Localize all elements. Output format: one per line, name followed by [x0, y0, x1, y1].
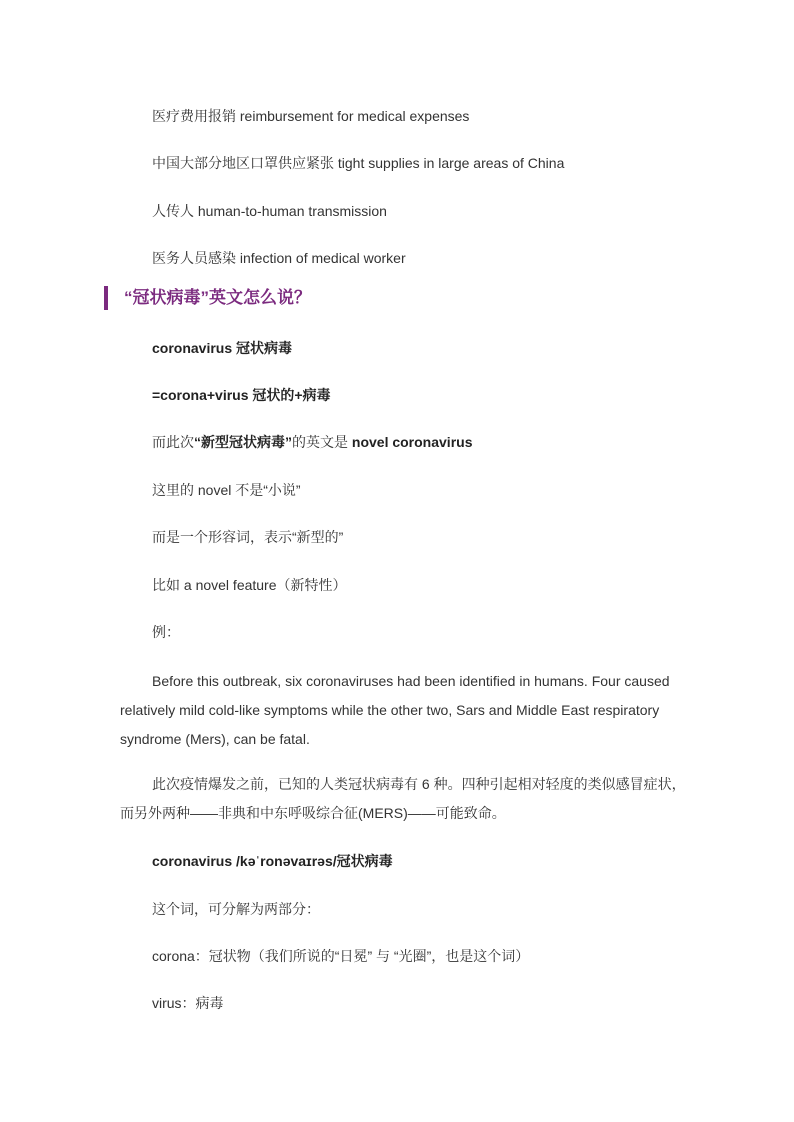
section-heading: “冠状病毒”英文怎么说？ [104, 286, 311, 310]
vocab-item-medical-worker: 医务人员感染 infection of medical worker [152, 250, 406, 266]
example-paragraph-english: Before this outbreak, six coronaviruses had been identified in humans. Four caused relatively mild cold-like symptoms while the other two, Sars and Middle East respiratory syndrome (Mers), can be fatal. [120, 673, 670, 747]
novel-line-term: “新型冠状病毒” [194, 434, 292, 450]
vocab-item-reimbursement: 医疗费用报销 reimbursement for medical expenses [152, 108, 470, 124]
vocab-item-mask-supplies: 中国大部分地区口罩供应紧张 tight supplies in large areas of China [152, 155, 565, 171]
term-breakdown: =corona+virus 冠状的+病毒 [152, 387, 331, 403]
novel-adjective: 而是一个形容词，表示“新型的” [152, 529, 344, 545]
novel-coronavirus-line [152, 432, 472, 452]
novel-line-english: novel coronavirus [351, 434, 473, 450]
phonetic-line: coronavirus /kəˈronəvaɪrəs/冠状病毒 [152, 853, 393, 869]
vocab-item-transmission: 人传人 human-to-human transmission [152, 203, 387, 219]
split-intro: 这个词，可分解为两部分： [152, 901, 320, 917]
example-label: 例： [152, 624, 180, 640]
novel-line-middle: 的英文是 [292, 434, 352, 450]
novel-example: 比如 a novel feature（新特性） [152, 577, 347, 593]
corona-definition: corona：冠状物（我们所说的“日冕” 与 “光圈”，也是这个词） [152, 948, 530, 964]
example-paragraph-chinese: 此次疫情爆发之前，已知的人类冠状病毒有 6 种。四种引起相对轻度的类似感冒症状，而另外两种——非典和中东呼吸综合征(MERS)——可能致命。 [120, 776, 686, 821]
novel-line-prefix: 而此次 [152, 434, 194, 450]
term-coronavirus: coronavirus 冠状病毒 [152, 340, 293, 356]
novel-not-novel: 这里的 novel 不是“小说” [152, 482, 301, 498]
virus-definition: virus：病毒 [152, 995, 224, 1011]
